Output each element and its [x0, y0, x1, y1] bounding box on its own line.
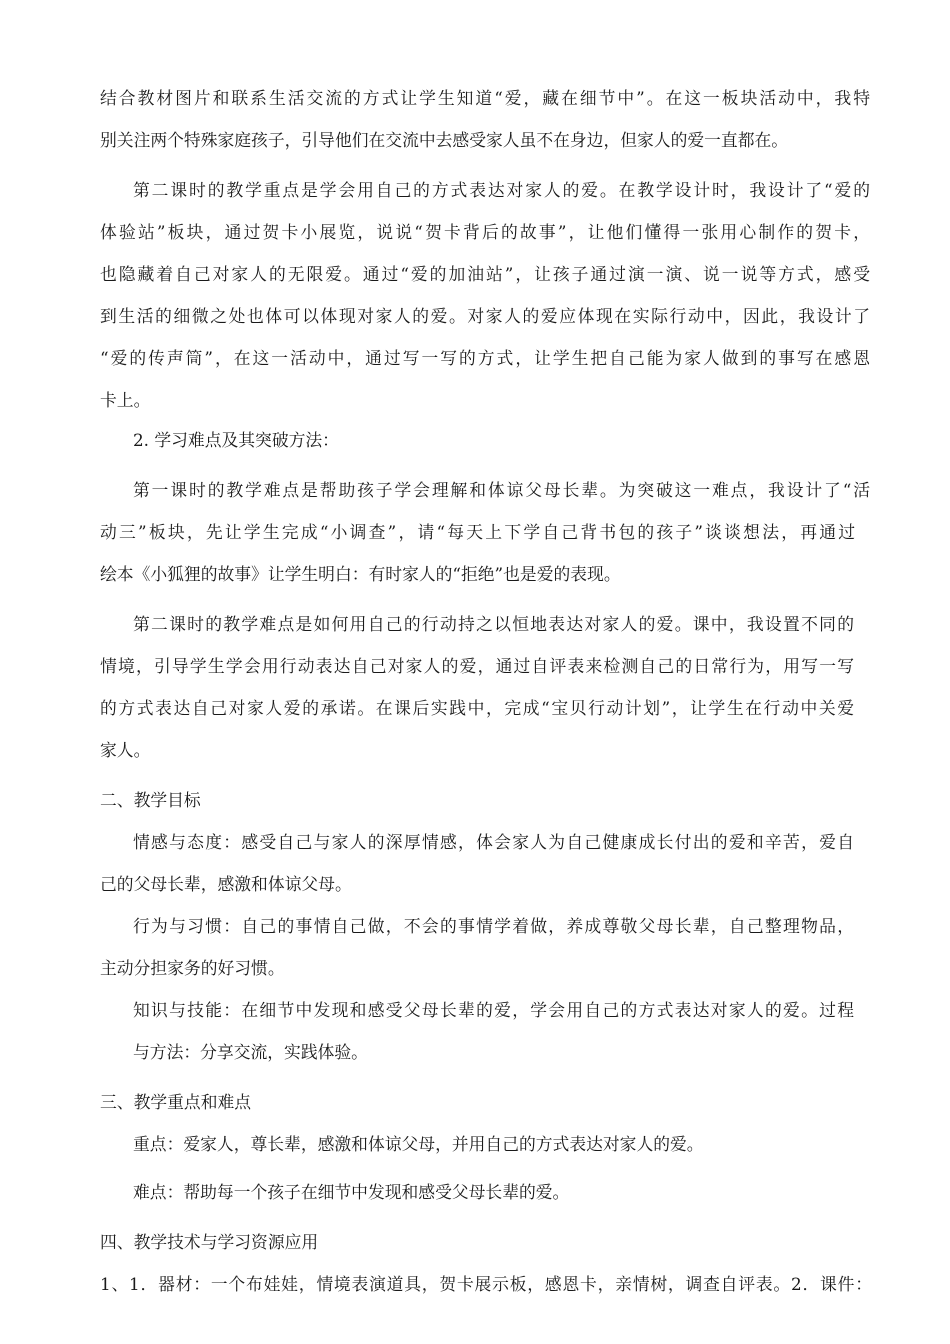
text-line [0, 780, 950, 820]
text-line-content: 家人。 [100, 740, 151, 760]
text-line [0, 948, 950, 988]
text-line-content: 情境，引导学生学会用行动表达自己对家人的爱，通过自评表来检测自己的日常行为，用写一写 [100, 656, 854, 676]
text-line-content: 也隐藏着自己对家人的无限爱。通过“爱的加油站”，让孩子通过演一演、说一说等方式，感受 [100, 264, 870, 284]
text-line-content: 二、教学目标 [100, 790, 201, 810]
text-line [0, 470, 950, 510]
text-line [0, 420, 950, 460]
text-line-content: 第二课时的教学难点是如何用自己的行动持之以恒地表达对家人的爱。课中，我设置不同的 [133, 614, 854, 634]
text-line-content: 行为与习惯：自己的事情自己做，不会的事情学着做，养成尊敬父母长辈，自己整理物品， [133, 916, 854, 936]
text-line [0, 990, 950, 1030]
text-line-content: 体验站”板块，通过贺卡小展览，说说“贺卡背后的故事”，让他们懂得一张用心制作的贺卡， [100, 222, 870, 242]
text-line [0, 78, 950, 118]
text-line [0, 646, 950, 686]
text-line [0, 254, 950, 294]
text-line-content: 三、教学重点和难点 [100, 1092, 252, 1112]
text-line-content: 卡上。 [100, 390, 151, 410]
text-line [0, 380, 950, 420]
text-line [0, 170, 950, 210]
text-line [0, 864, 950, 904]
text-line-content: 1、1．器材：一个布娃娃，情境表演道具，贺卡展示板，感恩卡，亲情树，调查自评表。2．课件： [100, 1274, 872, 1294]
text-line-content: 与方法：分享交流，实践体验。 [133, 1042, 368, 1062]
text-line-content: 四、教学技术与学习资源应用 [100, 1232, 319, 1252]
text-line-content: 2. 学习难点及其突破方法： [133, 430, 339, 450]
text-line-content: 第二课时的教学重点是学会用自己的方式表达对家人的爱。在教学设计时，我设计了“爱的 [133, 180, 870, 200]
text-line-content: 难点：帮助每一个孩子在细节中发现和感受父母长辈的爱。 [133, 1182, 570, 1202]
text-line [0, 822, 950, 862]
text-line-content: 知识与技能：在细节中发现和感受父母长辈的爱，学会用自己的方式表达对家人的爱。过程 [133, 1000, 854, 1020]
text-line-content: 第一课时的教学难点是帮助孩子学会理解和体谅父母长辈。为突破这一难点，我设计了“活 [133, 480, 870, 500]
text-line [0, 1124, 950, 1164]
text-line [0, 1264, 950, 1304]
text-line-content: 重点：爱家人，尊长辈，感激和体谅父母，并用自己的方式表达对家人的爱。 [133, 1134, 704, 1154]
text-line-content: 别关注两个特殊家庭孩子，引导他们在交流中去感受家人虽不在身边，但家人的爱一直都在。 [100, 130, 789, 150]
text-line-content: 到生活的细微之处也体可以体现对家人的爱。对家人的爱应体现在实际行动中，因此，我设计了 [100, 306, 870, 326]
text-line [0, 730, 950, 770]
text-line [0, 1082, 950, 1122]
text-line [0, 120, 950, 160]
text-line-content: 情感与态度：感受自己与家人的深厚情感，体会家人为自己健康成长付出的爱和辛苦，爱自 [133, 832, 854, 852]
text-line-content: 结合教材图片和联系生活交流的方式让学生知道“爱，藏在细节中”。在这一板块活动中，我特 [100, 88, 870, 108]
text-line [0, 906, 950, 946]
text-line [0, 688, 950, 728]
text-line [0, 1032, 950, 1072]
text-line [0, 1172, 950, 1212]
text-line-content: 动三”板块，先让学生完成“小调查”，请“每天上下学自己背书包的孩子”谈谈想法，再通过 [100, 522, 855, 542]
text-line [0, 604, 950, 644]
text-line [0, 212, 950, 252]
text-line-content: 己的父母长辈，感激和体谅父母。 [100, 874, 352, 894]
text-line [0, 338, 950, 378]
text-line [0, 554, 950, 594]
text-line-content: 主动分担家务的好习惯。 [100, 958, 285, 978]
text-line-content: “爱的传声筒”，在这一活动中，通过写一写的方式，让学生把自己能为家人做到的事写在感恩 [100, 348, 870, 368]
text-line-content: 绘本《小狐狸的故事》让学生明白：有时家人的“拒绝”也是爱的表现。 [100, 564, 621, 584]
text-line [0, 1222, 950, 1262]
text-line-content: 的方式表达自己对家人爱的承诺。在课后实践中，完成“宝贝行动计划”，让学生在行动中关爱 [100, 698, 854, 718]
text-line [0, 296, 950, 336]
text-line [0, 512, 950, 552]
